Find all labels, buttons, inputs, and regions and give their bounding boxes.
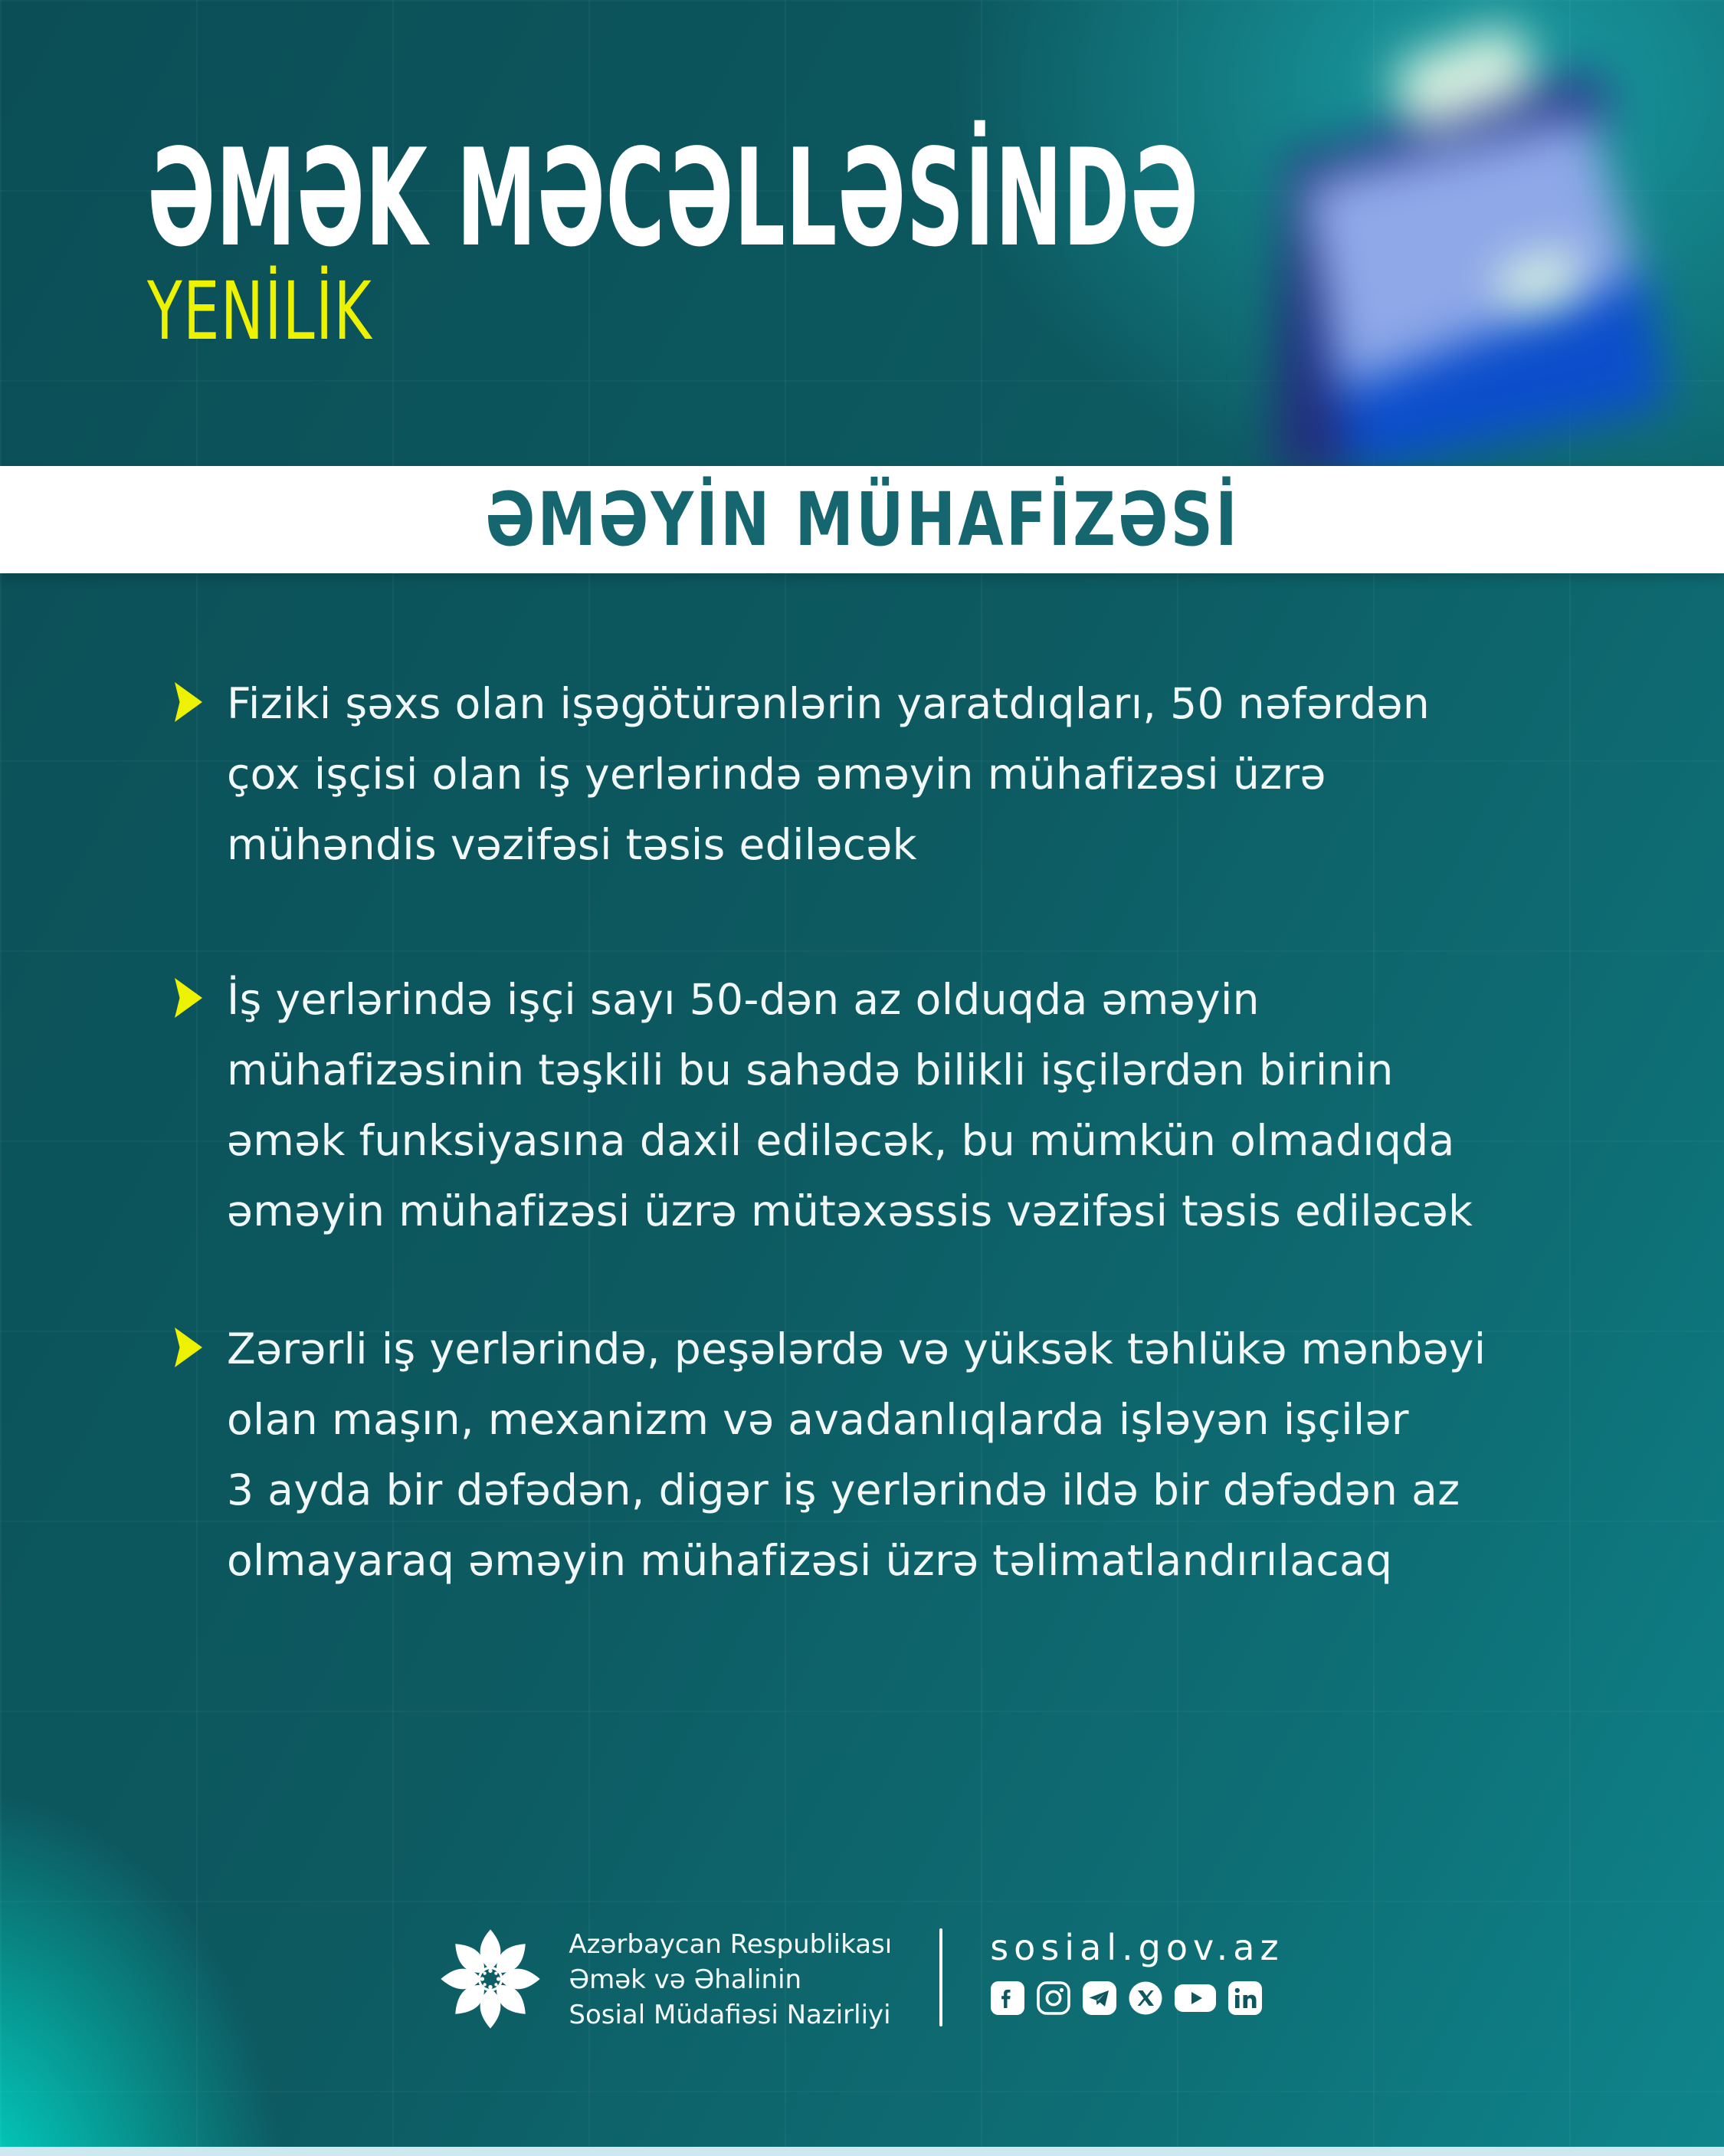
bullet-line: Zərərli iş yerlərində, peşələrdə və yüksək təhlükə mənbəyi [227,1324,1486,1373]
bullet-item [175,964,1539,1246]
section-banner [0,466,1724,573]
telegram-icon[interactable] [1082,1980,1117,2016]
footer-divider [939,1928,942,2026]
bullet-line: İş yerlərində işçi sayı 50-dən az olduqda əməyin [227,975,1260,1024]
bullet-line: mühəndis vəzifəsi təsis ediləcək [227,820,917,869]
page-title: ƏMƏK MƏCƏLLƏSİNDƏ [147,121,1199,277]
youtube-icon[interactable] [1174,1980,1217,2016]
ministry-name-line: Azərbaycan Respublikası [569,1929,893,1960]
bullet-line: olmayaraq əməyin mühafizəsi üzrə təlimatlandırılacaq [227,1536,1393,1585]
social-icons-row [990,1980,1283,2016]
ministry-name-line: Sosial Müdafiəsi Nazirliyi [569,2000,891,2030]
bullet-item [175,1314,1539,1596]
briefcase-illustration [1230,0,1698,479]
bullet-line: əməyin mühafizəsi üzrə mütəxəssis vəzifəsi təsis ediləcək [227,1186,1473,1236]
bullet-line: Fiziki şəxs olan işəgötürənlərin yaratdıqları, 50 nəfərdən [227,679,1431,728]
ministry-name-line: Əmək və Əhalinin [569,1964,802,1995]
ministry-name [569,1927,892,2033]
facebook-icon[interactable] [990,1980,1025,2016]
bullet-line: olan maşın, mexanizm və avadanlıqlarda işləyən işçilər [227,1395,1409,1444]
bullet-text [227,1314,1486,1596]
linkedin-icon[interactable] [1227,1980,1263,2016]
page-subtitle: YENİLİK [147,264,373,358]
ministry-logo-icon [440,1928,541,2030]
website-link[interactable]: sosial.gov.az [990,1927,1284,1968]
bullet-item [175,668,1539,880]
arrow-marker-icon [175,978,202,1018]
bottom-strip [0,2147,1724,2156]
banner-title: ƏMƏYİN MÜHAFİZƏSİ [484,477,1240,563]
footer [0,1925,1724,2033]
arrow-marker-icon [175,682,202,722]
arrow-marker-icon [175,1327,202,1367]
instagram-icon[interactable] [1036,1980,1071,2016]
x-icon[interactable] [1128,1980,1163,2016]
bullet-line: əmək funksiyasına daxil ediləcək, bu mümkün olmadıqda [227,1116,1455,1165]
bullet-line: 3 ayda bir dəfədən, digər iş yerlərində ildə bir dəfədən az [227,1465,1460,1514]
bullet-text [227,964,1473,1246]
bullet-text [227,668,1430,880]
bullet-line: çox işçisi olan iş yerlərində əməyin mühafizəsi üzrə [227,750,1326,799]
footer-contact-block [990,1927,1283,2016]
bullet-line: mühafizəsinin təşkili bu sahədə bilikli işçilərdən birinin [227,1045,1394,1094]
